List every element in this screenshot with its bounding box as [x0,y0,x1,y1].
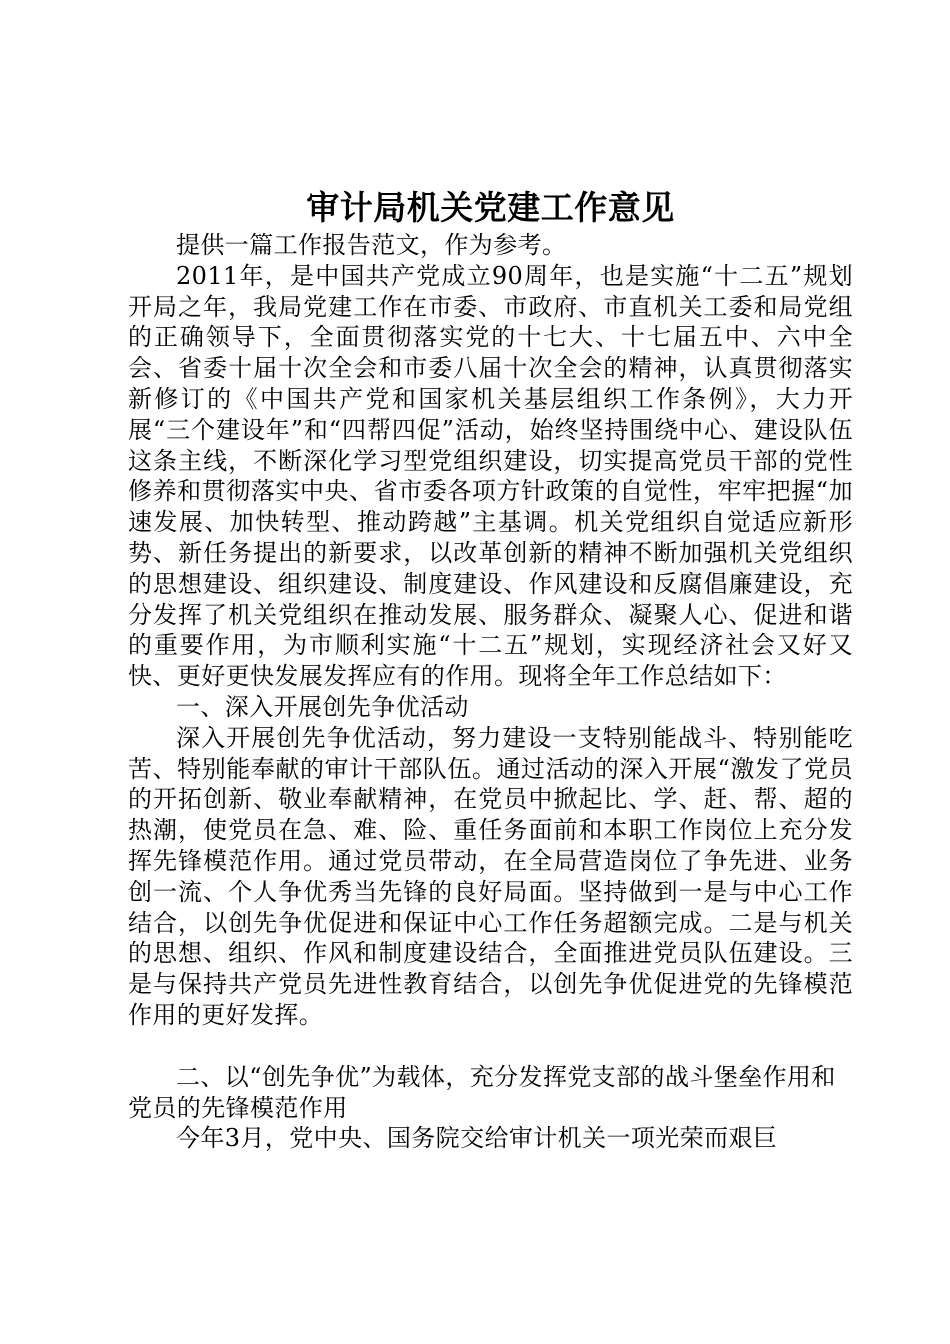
body-paragraph-1: 2011年，是中国共产党成立90周年，也是实施“十二五”规划开局之年，我局党建工作在市委、市政府、市直机关工委和局党组的正确领导下，全面贯彻落实党的十七大、十七届五中、六中全会、省委十届十次全会和市委八届十次全会的精神，认真贯彻落实新修订的《中国共产党和国家机关基层组织工作条例》，大力开展“三个建设年”和“四帮四促”活动，始终坚持围绕中心、建设队伍这条主线，不断深化学习型党组织建设，切实提高党员干部的党性修养和贯彻落实中央、省市委各项方针政策的自觉性，牢牢把握“加速发展、加快转型、推动跨越”主基调。机关党组织自觉适应新形势、新任务提出的新要求，以改革创新的精神不断加强机关党组织的思想建设、组织建设、制度建设、作风建设和反腐倡廉建设，充分发挥了机关党组织在推动发展、服务群众、凝聚人心、促进和谐的重要作用，为市顺利实施“十二五”规划，实现经济社会又好又快、更好更快发展发挥应有的作用。现将全年工作总结如下： [128,261,853,691]
paragraph-spacer [128,1031,853,1062]
section-heading-1: 一、深入开展创先争优活动 [176,692,469,721]
section-heading-2: 二、以“创先争优”为载体，充分发挥党支部的战斗堡垒作用和党员的先锋模范作用 [128,1062,836,1122]
body-paragraph-2: 深入开展创先争优活动，努力建设一支特别能战斗、特别能吃苦、特别能奉献的审计干部队伍。通过活动的深入开展“激发了党员的开拓创新、敬业奉献精神，在党员中掀起比、学、赶、帮、超的热潮，使党员在急、难、险、重任务面前和本职工作岗位上充分发挥先锋模范作用。通过党员带动，在全局营造岗位了争先进、业务创一流、个人争优秀当先锋的良好局面。坚持做到一是与中心工作结合，以创先争优促进和保证中心工作任务超额完成。二是与机关的思想、组织、作风和制度建设结合，全面推进党员队伍建设。三是与保持共产党员先进性教育结合，以创先争优促进党的先锋模范作用的更好发挥。 [128,723,853,1029]
document-page [128,188,853,1154]
body-paragraph-3: 今年3月，党中央、国务院交给审计机关一项光荣而艰巨 [176,1124,778,1153]
document-title: 审计局机关党建工作意见 [306,188,675,227]
intro-paragraph: 提供一篇工作报告范文，作为参考。 [176,231,567,259]
